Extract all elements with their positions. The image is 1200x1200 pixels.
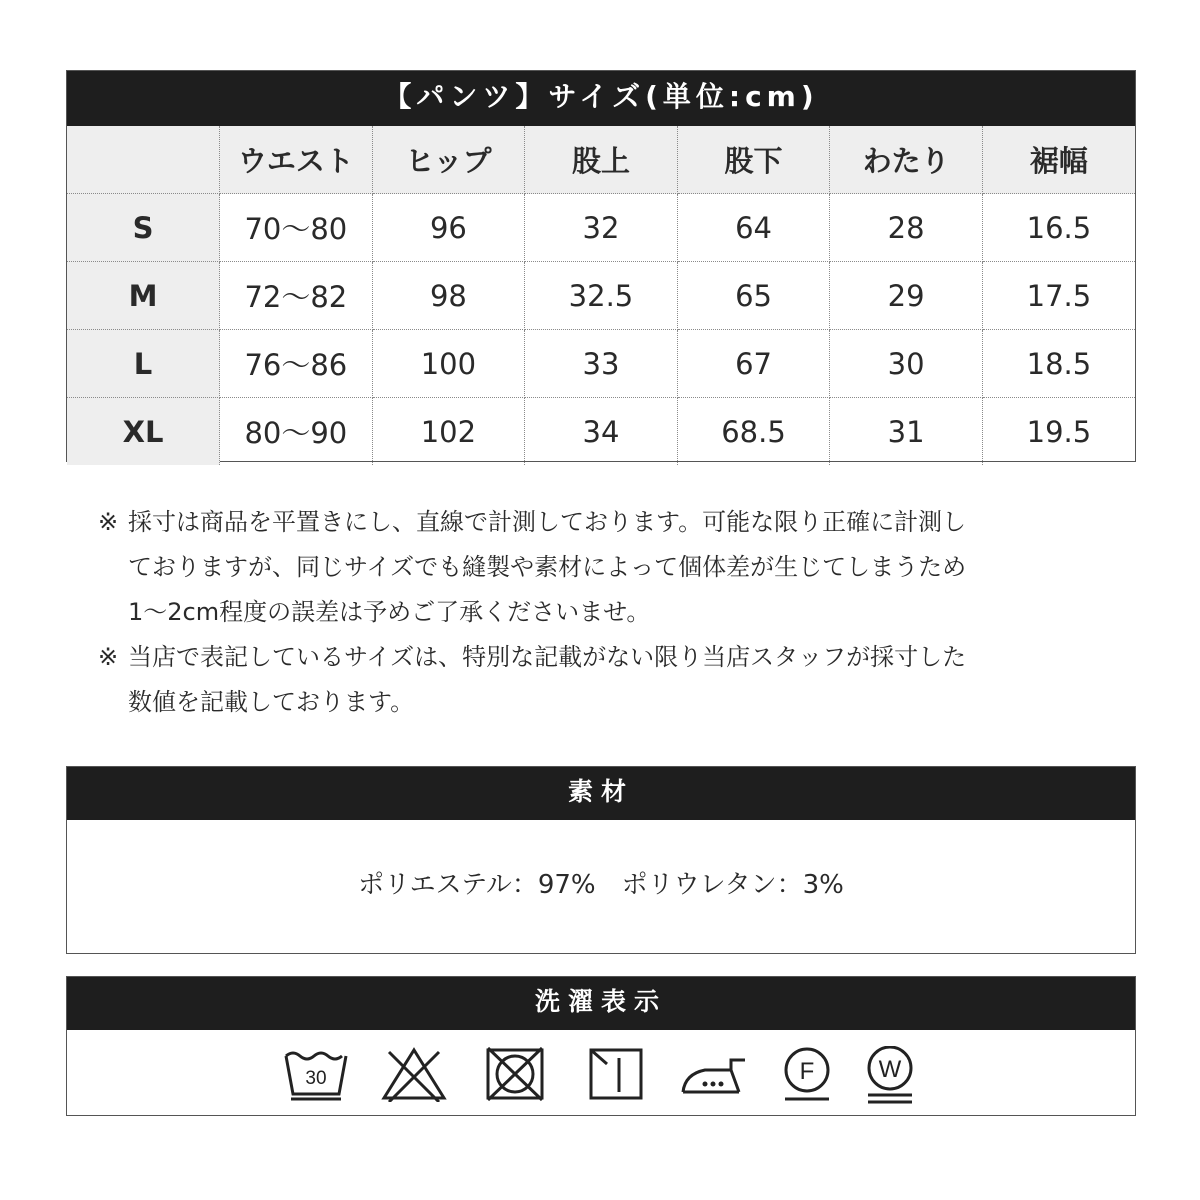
wet-clean-w-icon xyxy=(862,1046,918,1106)
column-header-thigh: わたり xyxy=(830,126,983,194)
note-line: ておりますが、同じサイズでも縫製や素材によって個体差が生じてしまうため xyxy=(128,553,967,581)
size-table-header-row xyxy=(67,126,1135,194)
material-composition: ポリエステル：97% ポリウレタン：3% xyxy=(358,870,844,900)
note-staff-measured xyxy=(98,635,1108,725)
table-cell: 33 xyxy=(525,330,678,398)
row-header-size: M xyxy=(67,262,220,330)
table-cell: 68.5 xyxy=(677,398,830,466)
table-cell: 28 xyxy=(830,194,983,262)
row-header-size: L xyxy=(67,330,220,398)
corner-cell xyxy=(67,126,220,194)
table-cell: 32.5 xyxy=(525,262,678,330)
note-line: 1〜2cm程度の誤差は予めご了承くださいませ。 xyxy=(128,598,651,626)
table-cell: 18.5 xyxy=(982,330,1135,398)
wash-temperature: 30 xyxy=(305,1068,327,1089)
size-table xyxy=(67,126,1135,465)
table-cell: 76〜86 xyxy=(220,330,373,398)
size-row-xl xyxy=(67,398,1135,466)
table-cell: 32 xyxy=(525,194,678,262)
table-cell: 29 xyxy=(830,262,983,330)
table-cell: 16.5 xyxy=(982,194,1135,262)
note-line: 採寸は商品を平置きにし、直線で計測しております。可能な限り正確に計測し xyxy=(128,508,967,536)
dry-clean-letter: F xyxy=(799,1058,815,1085)
washing-section xyxy=(66,976,1136,1116)
column-header-hem: 裾幅 xyxy=(982,126,1135,194)
table-cell: 80〜90 xyxy=(220,398,373,466)
row-header-size: XL xyxy=(67,398,220,466)
table-cell: 34 xyxy=(525,398,678,466)
size-row-s xyxy=(67,194,1135,262)
dry-clean-f-icon xyxy=(779,1046,835,1102)
table-cell: 30 xyxy=(830,330,983,398)
note-measurement xyxy=(98,500,1108,635)
table-cell: 102 xyxy=(372,398,525,466)
size-table-section xyxy=(66,70,1136,462)
table-cell: 98 xyxy=(372,262,525,330)
table-cell: 70〜80 xyxy=(220,194,373,262)
size-row-l xyxy=(67,330,1135,398)
table-cell: 96 xyxy=(372,194,525,262)
table-cell: 17.5 xyxy=(982,262,1135,330)
column-header-waist: ウエスト xyxy=(220,126,373,194)
iron-low-icon xyxy=(679,1046,749,1102)
note-mark: ※ xyxy=(98,508,119,536)
column-header-inseam: 股下 xyxy=(677,126,830,194)
row-header-size: S xyxy=(67,194,220,262)
size-table-title: 【パンツ】サイズ(単位:cm) xyxy=(67,71,1135,126)
wet-clean-letter: W xyxy=(878,1056,902,1083)
measurement-notes xyxy=(98,500,1108,725)
no-tumble-dry-icon xyxy=(484,1046,546,1102)
material-title: 素材 xyxy=(67,767,1135,820)
table-cell: 65 xyxy=(677,262,830,330)
table-cell: 72〜82 xyxy=(220,262,373,330)
table-cell: 67 xyxy=(677,330,830,398)
table-cell: 100 xyxy=(372,330,525,398)
note-line: 数値を記載しております。 xyxy=(128,688,415,716)
washing-icons xyxy=(67,1030,1135,1115)
material-section xyxy=(66,766,1136,954)
column-header-hip: ヒップ xyxy=(372,126,525,194)
size-row-m xyxy=(67,262,1135,330)
washing-title: 洗濯表示 xyxy=(67,977,1135,1030)
table-cell: 31 xyxy=(830,398,983,466)
line-dry-shade-icon xyxy=(587,1046,645,1102)
column-header-rise: 股上 xyxy=(525,126,678,194)
note-mark: ※ xyxy=(98,643,119,671)
wash-30-icon xyxy=(283,1046,349,1102)
no-bleach-icon xyxy=(381,1046,447,1102)
table-cell: 19.5 xyxy=(982,398,1135,466)
table-cell: 64 xyxy=(677,194,830,262)
note-line: 当店で表記しているサイズは、特別な記載がない限り当店スタッフが採寸した xyxy=(128,643,967,671)
